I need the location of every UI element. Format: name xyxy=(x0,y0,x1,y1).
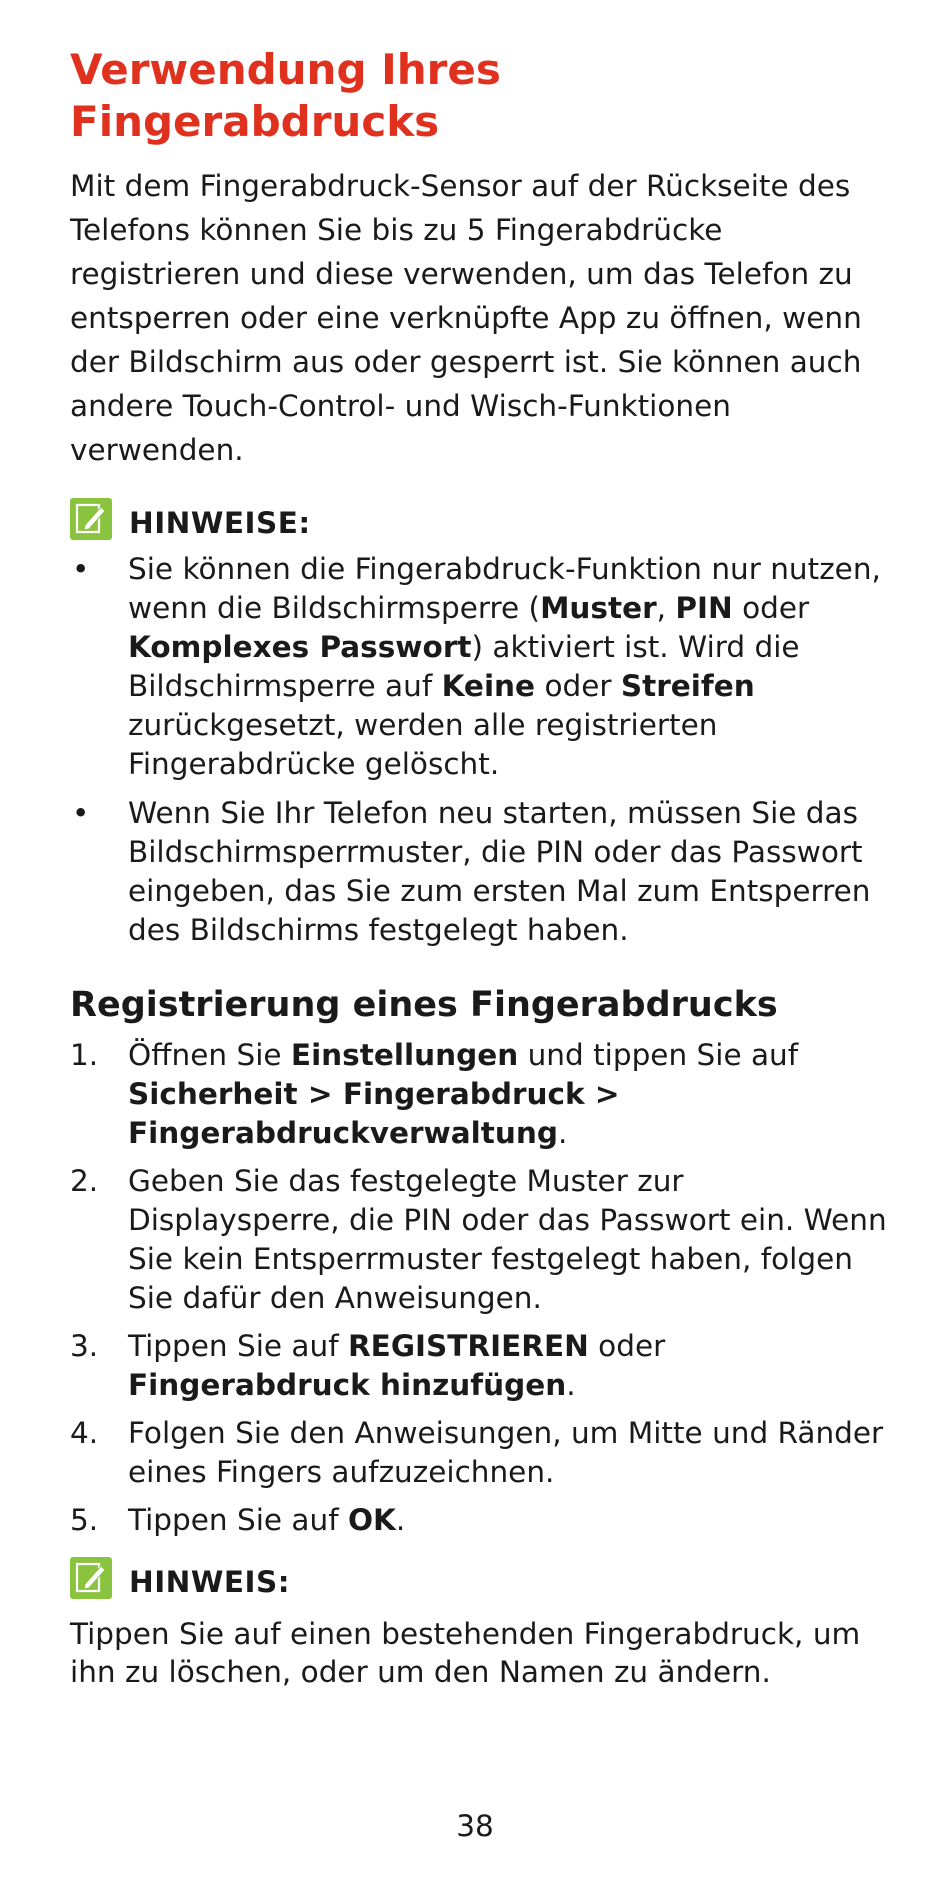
step-text-segment: . xyxy=(566,1368,576,1402)
note-bold-term: Muster xyxy=(540,591,657,625)
step-text-segment: . xyxy=(558,1116,568,1150)
step-text-segment: Öffnen Sie xyxy=(128,1038,291,1072)
step-bold-term: OK xyxy=(347,1503,396,1537)
step-number: 5. xyxy=(70,1503,99,1537)
note-header-1 xyxy=(70,490,890,540)
step-item xyxy=(70,1501,890,1540)
intro-paragraph: Mit dem Fingerabdruck-Sensor auf der Rückseite des Telefons können Sie bis zu 5 Fingerabdrücke registrieren und diese verwenden, um das Telefon zu entsperren oder eine verknüpfte App zu öffnen, wenn der Bildschirm aus oder gesperrt ist. Sie können auch andere Touch-Control- und Wisch-Funktionen verwenden. xyxy=(70,169,862,467)
note-title-1: HINWEISE: xyxy=(129,506,311,540)
note-pencil-icon xyxy=(70,1557,112,1599)
page-title-line2: Fingerabdrucks xyxy=(70,97,440,146)
list-item xyxy=(70,550,890,784)
document-page xyxy=(70,44,890,1691)
step-number: 2. xyxy=(70,1164,99,1198)
note-text-segment: oder xyxy=(732,591,810,625)
step-item xyxy=(70,1036,890,1153)
note-text-segment: ) aktiviert ist. Wird die Bildschirmsperre auf xyxy=(128,630,800,703)
step-bold-term: Fingerabdruck hinzufügen xyxy=(128,1368,567,1402)
note-bold-term: Komplexes Passwort xyxy=(128,630,472,664)
step-number: 1. xyxy=(70,1038,99,1072)
note-bold-term: Streifen xyxy=(620,669,755,703)
step-item xyxy=(70,1327,890,1405)
step-item xyxy=(70,1162,890,1318)
note-text-segment: zurückgesetzt, werden alle registrierten Fingerabdrücke gelöscht. xyxy=(128,708,718,781)
note-title-2: HINWEIS: xyxy=(129,1565,291,1599)
page-title-line1: Verwendung Ihres xyxy=(70,45,501,94)
note-paragraph: Tippen Sie auf einen bestehenden Fingerabdruck, um ihn zu löschen, oder um den Namen zu ändern. xyxy=(70,1617,861,1689)
step-text-segment: oder xyxy=(588,1329,666,1363)
note-text-segment: , xyxy=(656,591,676,625)
note-pencil-icon xyxy=(70,498,112,540)
bullet-mark: • xyxy=(72,796,90,830)
step-text-segment: Folgen Sie den Anweisungen, um Mitte und Ränder eines Fingers aufzuzeichnen. xyxy=(128,1416,884,1489)
section-title: Registrierung eines Fingerabdrucks xyxy=(70,985,778,1025)
bullet-mark: • xyxy=(72,552,90,586)
step-text-segment: Tippen Sie auf xyxy=(128,1503,348,1537)
step-text-segment: und tippen Sie auf xyxy=(518,1038,799,1072)
note-header-2 xyxy=(70,1549,890,1599)
page-title xyxy=(70,44,890,148)
steps-list xyxy=(70,1036,890,1540)
step-text-segment: Tippen Sie auf xyxy=(128,1329,348,1363)
step-text-segment: . xyxy=(395,1503,406,1537)
step-item xyxy=(70,1414,890,1492)
step-bold-term: Einstellungen xyxy=(290,1038,519,1072)
step-number: 3. xyxy=(70,1329,99,1363)
step-number: 4. xyxy=(70,1416,99,1450)
note-bullet-list xyxy=(70,550,890,950)
step-bold-term: Sicherheit > Fingerabdruck > Fingerabdruckverwaltung xyxy=(128,1077,620,1150)
page-number: 38 xyxy=(456,1809,494,1843)
list-item xyxy=(70,794,890,950)
note-text-segment: Sie können die Fingerabdruck-Funktion nur nutzen, wenn die Bildschirmsperre ( xyxy=(128,552,881,625)
note-text-segment: Wenn Sie Ihr Telefon neu starten, müssen Sie das Bildschirmsperrmuster, die PIN oder das Passwort eingeben, das Sie zum ersten Mal zum Entsperren des Bildschirms festgelegt haben. xyxy=(128,796,871,947)
note-text-segment: oder xyxy=(535,669,621,703)
note-bold-term: Keine xyxy=(441,669,536,703)
note-bold-term: PIN xyxy=(675,591,733,625)
step-bold-term: REGISTRIEREN xyxy=(347,1329,589,1363)
step-text-segment: Geben Sie das festgelegte Muster zur Displaysperre, die PIN oder das Passwort ein. Wenn Sie kein Entsperrmuster festgelegt haben, folgen Sie dafür den Anweisungen. xyxy=(128,1164,887,1315)
